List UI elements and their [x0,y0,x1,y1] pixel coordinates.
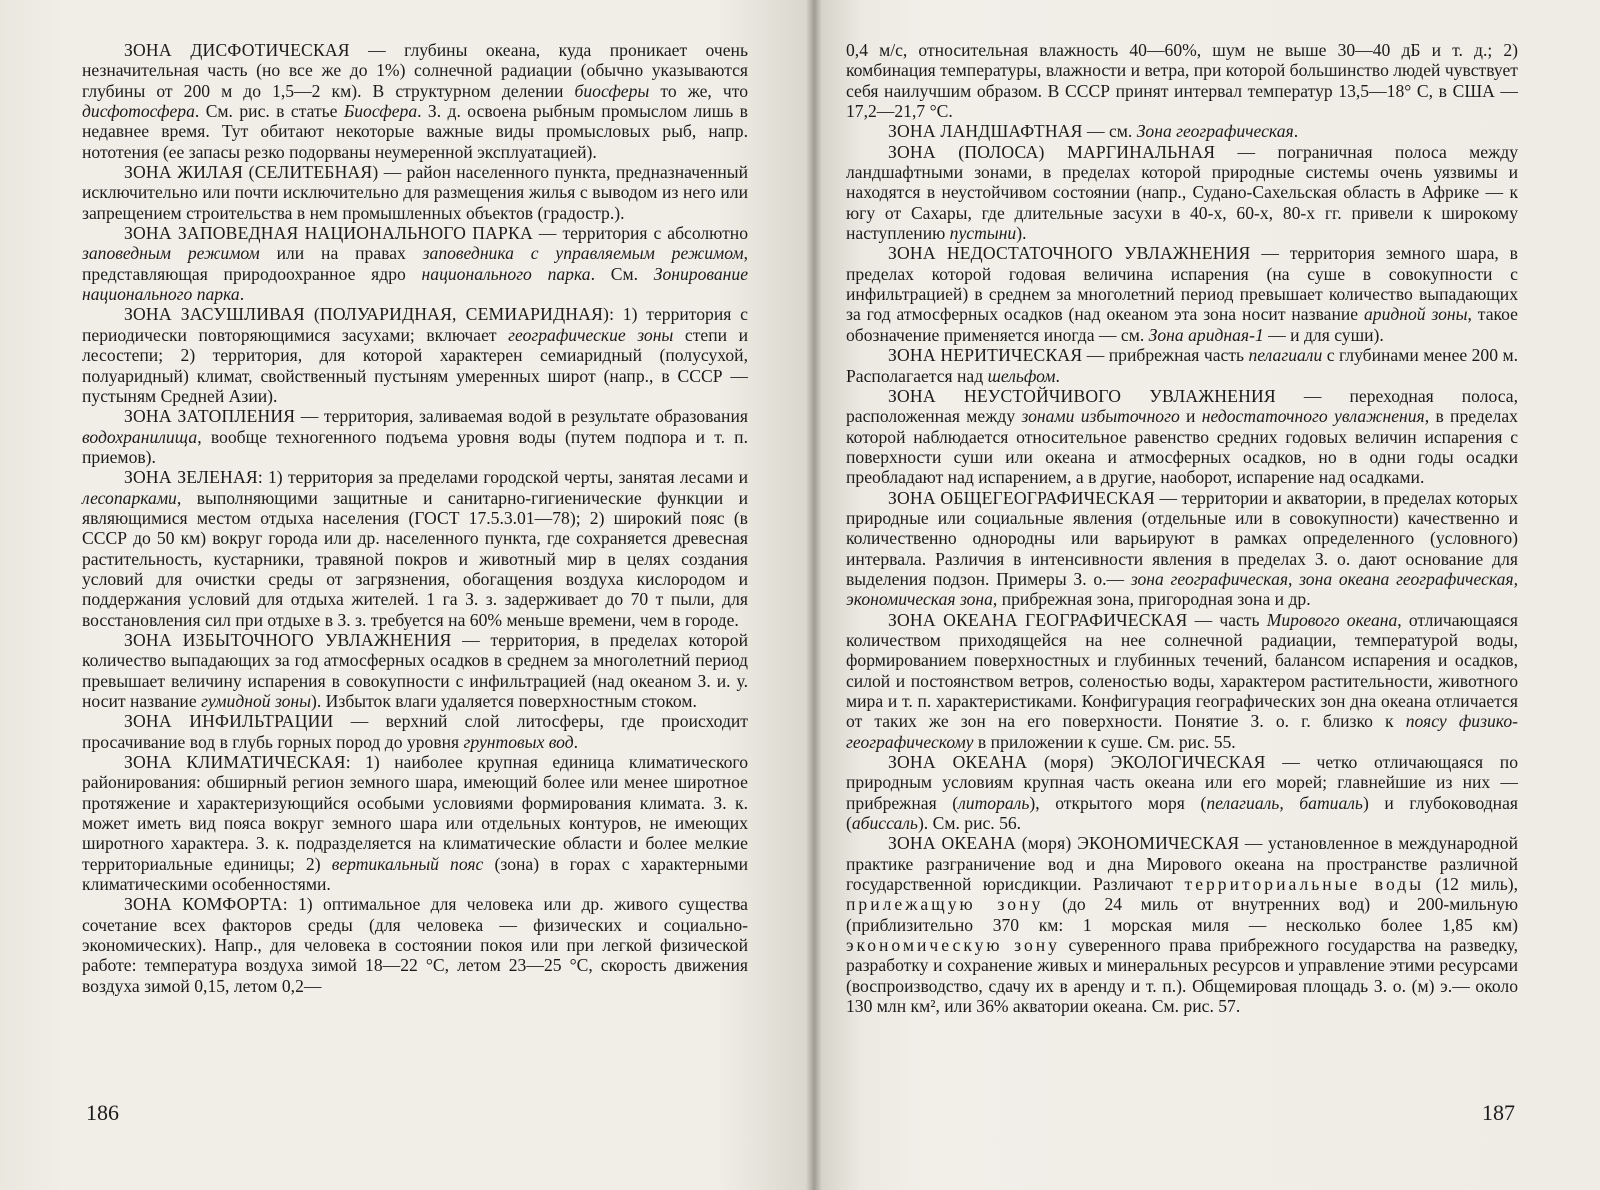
entry-text: . [239,284,245,305]
entry-text: . [573,731,579,752]
left-text-column [82,40,748,996]
entry-term: ЗОНА КЛИМАТИЧЕСКАЯ [124,752,346,773]
entry-text: ). [1016,223,1027,244]
continued-paragraph: 0,4 м/с, относительная влажность 40—60%, шум не выше 30—40 дБ и т. д.; 2) комбинация температуры, влажности и ветра, при которой большинство людей чувствует себя наилучшим образом. В СССР принят интервал температур 13,5—18° С, в США — 17,2—21,7 °С. [846,40,1518,122]
entry-term: ЗОНА ЖИЛАЯ (СЕЛИТЕБНАЯ) [124,162,379,183]
entry-text: , выполняющими защитные и санитарно-гигиенические функции и являющимися местом отдыха населения (ГОСТ 17.5.3.01—78); 2) широкий пояс (в СССР до 50 км) вокруг города или др. населенного пункта, где сохраняется древесная растительность, кустарники, травяной покров и животный мир в целях создания условий для очистки среды от загрязнения, обогащения воздуха кислородом и поддержания условий для отдыха жителей. 1 га З. з. задерживает до 70 т пыли, для восстановления сил при отдыхе в З. з. требуется на 60% меньше времени, чем в городе. [82,487,748,630]
italic-reference: заповедным режимом [82,243,260,264]
italic-reference: национального парка [421,263,591,284]
dictionary-entry [846,610,1518,752]
page-number-right: 187 [1482,1100,1515,1125]
italic-reference: Зона аридная-1 [1148,324,1264,345]
entry-text: — верхний слой литосферы, где происходит просачивание вод в глубь горных пород до уровня [82,711,748,752]
dictionary-entry [82,304,748,406]
dictionary-entry [82,711,748,752]
entry-term: ЗОНА ИЗБЫТОЧНОГО УВЛАЖНЕНИЯ [124,629,452,650]
entry-text: , в пределах которой наблюдается относительное равенство средних годовых величин испарения с поверхности суши или океана и атмосферных осадков, но в одни годы осадки преобладают над испарением, а в другие, наоборот, испарение над осадками. [846,406,1518,488]
italic-reference: Зонирование национального парка [82,263,749,305]
entry-text: . З. д. освоена рыбным промыслом лишь в недавнее время. Тут обитают некоторые важные виды промысловых рыб, напр. нототения (ее запасы резко подорваны неумеренной эксплуатацией). [82,101,748,162]
entry-text: — установленное в международной практике разграничение вод и дна Мирового океана на пространстве различной государственной юрисдикции. Различают [846,833,1519,895]
entry-text: — район населенного пункта, предназначенный исключительно или почти исключительно для размещения жилья с выводом из него или запрещением строительства в нем промышленных объектов (градостр.). [82,162,748,223]
italic-reference: зонами избыточного [1021,406,1180,427]
italic-reference: водохранилища [82,426,198,447]
italic-reference: поясу физико-географическому [846,711,1518,752]
dictionary-entry [846,752,1518,833]
entry-text: — и для суши). [1263,324,1384,345]
entry-text: — глубины океана, куда проникает очень незначительная часть (но все же до 1%) солнечной радиации (обычно указываются глубины от 200 м до 1,5—2 км). В структурном делении [82,40,748,101]
entry-text: то же, что [649,80,748,101]
right-page [814,0,1600,1190]
entry-text: : 1) наиболее крупная единица климатического районирования: обширный регион земного шара, имеющий более или менее широтное протяжение и характеризующийся особыми условиями формирования климата. З. к. может иметь вид пояса вокруг земного шара или отдельных контуров, не имеющих широтного характера. З. к. подразделяется на климатические области и более мелкие территориальные единицы; 2) [82,752,748,874]
dictionary-entry [846,243,1518,345]
entry-text: , отличающаяся количеством приходящейся на нее солнечной радиации, температурой воды, формированием поверхностных и глубинных течений, балансом испарения и осадков, силой и постоянством ветров, соленостью воды, характером растительности, животного мира и т. п. характеристиками. Конфигурация географических зон дна океана отличается от таких же зон на его поверхности. Понятие З. о. г. близко к [846,609,1519,732]
entry-term: ЗОНА ЗАСУШЛИВАЯ (ПОЛУАРИДНАЯ, СЕМИАРИДНАЯ) [124,304,610,325]
entry-term: ЗОНА ОКЕАНА ГЕОГРАФИЧЕСКАЯ [888,609,1188,630]
entry-text: , такое обозначение применяется иногда — см. [846,304,1518,345]
dictionary-entry [82,223,748,304]
right-text-column [846,40,1518,1017]
italic-reference: пустыни [949,223,1017,244]
entry-text: , прибрежная зона, пригородная зона и др. [992,589,1311,610]
italic-reference: географические зоны [508,324,674,345]
entry-term: ЗОНА ОБЩЕГЕОГРАФИЧЕСКАЯ [888,487,1155,508]
entry-text: — прибрежная часть [1082,345,1249,366]
entry-text: (зона) в горах с характерными климатическими особенностями. [82,853,748,895]
page-number-left: 186 [86,1100,119,1125]
entry-term: ЗОНА НЕДОСТАТОЧНОГО УВЛАЖНЕНИЯ [888,243,1251,264]
italic-reference: вертикальный пояс [331,853,484,874]
entry-term: ЗОНА ОКЕАНА (моря) ЭКОЛОГИЧЕСКАЯ [888,752,1266,773]
entry-text: степи и лесостепи; 2) территория, для которой характерен семиаридный (полусухой, полуаридный) климат, свойственный пустыням умеренных широт (напр., в СССР — пустыням Средней Азии). [82,324,748,406]
entry-text: , представляющая природоохранное ядро [82,243,748,284]
italic-reference: недостаточного увлажнения [1201,406,1425,427]
entry-term: ЗОНА ЛАНДШАФТНАЯ [888,121,1083,142]
book-gutter [806,0,822,1190]
dictionary-entry [846,345,1518,386]
entry-text: — четко отличающаяся по природным условиям крупная часть океана или его морей; главнейшие из них — прибрежная ( [846,752,1519,813]
entry-text: — территории и акватории, в пределах которых природные или социальные явления (отдельные или в совокупности) качественно и количественно однородны или варьируют в рамках определенного (условного) интервала. Различия в интенсивности явления в пределах З. о. дают основание для выделения подзон. Примеры З. о.— [846,487,1518,589]
dictionary-entry [846,142,1518,244]
italic-reference: грунтовых вод [463,731,574,752]
dictionary-entry [846,488,1518,610]
italic-reference: шельфом [987,365,1056,386]
italic-reference: пелагиали [1248,345,1323,366]
entry-text: : 1) территория за пределами городской черты, занятая лесами и [257,467,748,488]
entry-term: ЗОНА ДИСФОТИЧЕСКАЯ [124,40,350,60]
entry-text: . [1293,121,1299,142]
entry-text: . [1055,365,1060,386]
italic-reference: Мирового океана [1266,609,1398,630]
entry-text: экономическую зону [846,935,1060,956]
entry-text: — территория с абсолютно [532,223,748,244]
dictionary-entry [846,386,1518,488]
entry-text: — пограничная полоса между ландшафтными зонами, в пределах которой природные системы очень уязвимы и находятся в неустойчивом состоянии (напр., Судано-Сахельская область в Африке — к югу от Сахары, где длительные засухи в 40-х, 60-х, 80-х гг. привели к широкому наступлению [846,141,1518,244]
dictionary-entry [846,121,1518,141]
entry-text: — см. [1082,121,1137,142]
entry-term: ЗОНА ЗАПОВЕДНАЯ НАЦИОНАЛЬНОГО ПАРКА [124,223,533,244]
entry-term: ЗОНА ЗЕЛЕНАЯ [124,467,258,488]
entry-text: ). См. рис. 56. [917,813,1022,834]
entry-text: . См. [590,263,654,284]
italic-reference: литораль [958,792,1030,813]
entry-text: суверенного права прибрежного государства на разведку, разработку и сохранение живых и минеральных ресурсов и управление этими ресурсами (воспроизводство, сдачу их в аренду и т. п.). Общемировая площадь З. о. (м) э.— около 130 млн км², или 36% акватории океана. См. рис. 57. [846,935,1518,1017]
entry-text: или на правах [259,243,423,264]
entry-text: в приложении к суше. См. рис. 55. [973,731,1236,752]
entry-text: : 1) оптимальное для человека или др. живого существа сочетание всех факторов среды (для человека — физических и социально-экономических). Напр., для человека в состоянии покоя или при легкой физической работе: температура воздуха зимой 18—22 °С, летом 23—25 °С, скорость движения воздуха зимой 0,15, летом 0,2— [82,894,748,996]
italic-reference: лесопарками [82,487,177,508]
dictionary-entry [82,406,748,467]
dictionary-entry [82,752,748,894]
entry-term: ЗОНА КОМФОРТА [124,894,283,915]
dictionary-entry [82,467,748,630]
entry-text: и [1179,406,1202,427]
entry-text: : 1) территория с периодически повторяющимися засухами; включает [82,304,748,345]
entry-text: — территория, заливаемая водой в результате образования [295,406,748,427]
entry-text: — переходная полоса, расположенная между [846,385,1518,427]
entry-text: ), открытого моря ( [1029,792,1207,813]
italic-reference: гумидной зоны [201,691,312,711]
entry-term: ЗОНА НЕУСТОЙЧИВОГО УВЛАЖНЕНИЯ [888,385,1276,406]
entry-text: территориальные воды [1184,874,1425,895]
entry-text: , вообще техногенного подъема уровня воды (путем подпора и т. п. приемов). [82,426,748,467]
entry-text: ) и глубоководная ( [846,792,1519,834]
entry-text: (до 24 миль от внутренних вод) и 200-мильную (приблизительно 370 км: 1 морская миля — несколько более 1,85 км) [846,894,1518,935]
entry-term: ЗОНА (ПОЛОСА) МАРГИНАЛЬНАЯ [888,141,1216,162]
italic-reference: абиссаль [851,813,918,834]
entry-text: с глубинами менее 200 м. Располагается над [846,345,1518,386]
dictionary-entry [82,40,748,162]
entry-text: (12 миль), [1424,874,1519,895]
entry-text: прилежащую зону [846,894,1044,915]
entry-term: ЗОНА ЗАТОПЛЕНИЯ [124,406,296,427]
dictionary-entry [82,630,748,711]
italic-reference: аридной зоны [1363,304,1468,325]
italic-reference: Зона географическая [1136,121,1294,142]
dictionary-entry [82,894,748,996]
entry-text: . См. рис. в статье [194,101,344,122]
entry-text: — часть [1187,609,1267,630]
entry-text: — территория, в пределах которой количество выпадающих за год атмосферных осадков в среднем за многолетний период превышает величину испарения в совокупности с инфильтрацией (над океаном З. и. у. носит название [82,629,748,711]
entry-term: ЗОНА НЕРИТИЧЕСКАЯ [888,345,1083,366]
italic-reference: пелагиаль, батиаль [1206,792,1363,813]
entry-term: ЗОНА ОКЕАНА (моря) ЭКОНОМИЧЕСКАЯ [888,833,1240,854]
italic-reference: биосферы [574,80,650,101]
italic-reference: дисфотосфера [82,101,195,122]
dictionary-entry [846,833,1518,1016]
entry-term: ЗОНА ИНФИЛЬТРАЦИИ [124,711,334,732]
italic-reference: зона географическая, зона океана географическая, экономическая зона [846,568,1518,610]
dictionary-entry [82,162,748,223]
italic-reference: Биосфера [343,101,418,122]
italic-reference: заповедника с управляемым режимом [422,243,744,264]
entry-text: — территория земного шара, в пределах которой годовая величина испарения (на суше в совокупности с инфильтрацией) в среднем за многолетний период превышает количество выпадающих за год атмосферных осадков (над океаном эта зона носит название [846,243,1518,325]
entry-text: ). Избыток влаги удаляется поверхностным стоком. [311,691,697,711]
